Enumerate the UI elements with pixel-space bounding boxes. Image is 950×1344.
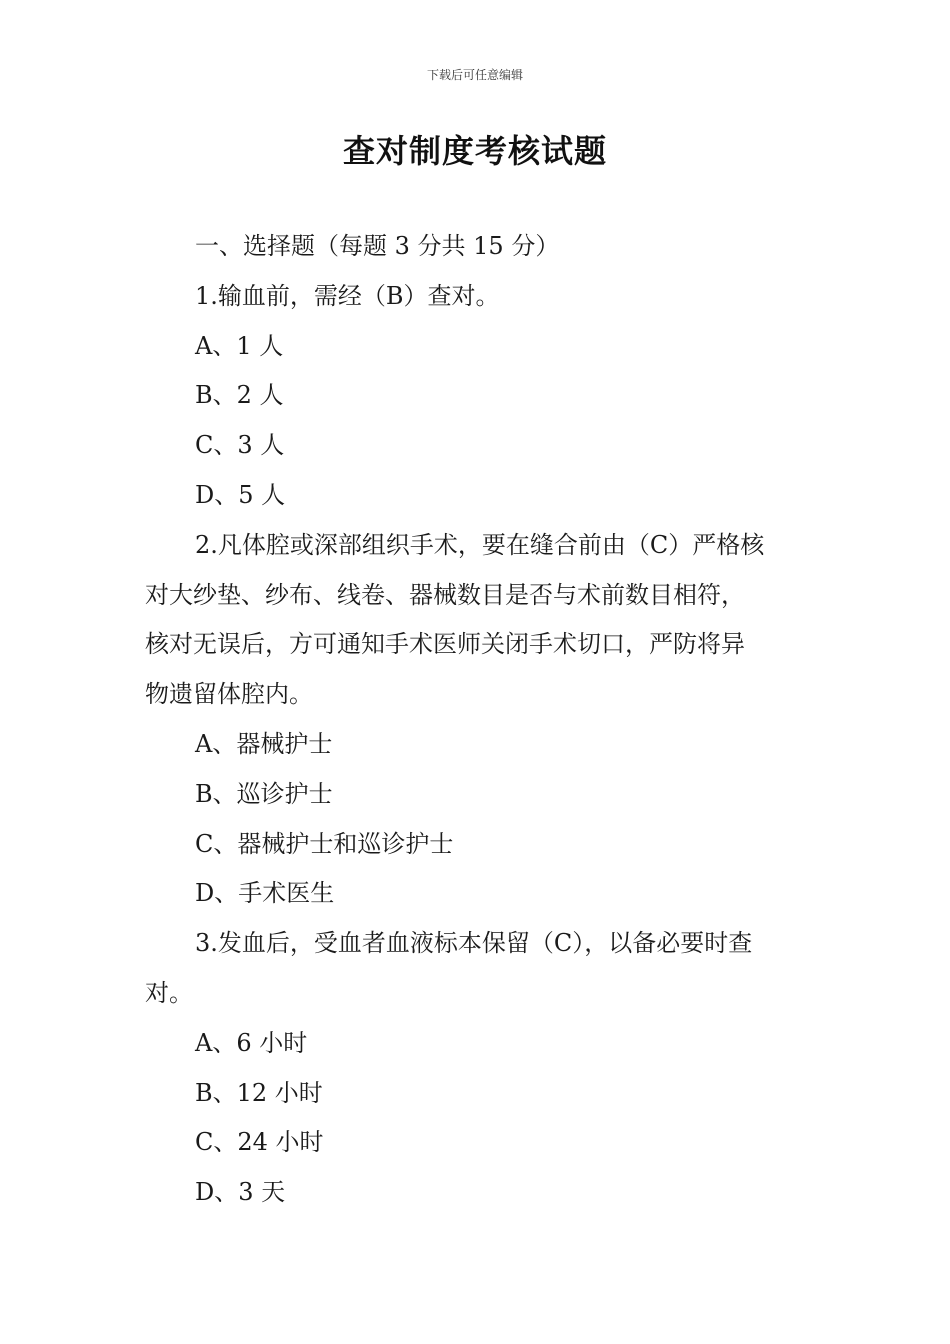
question-2-stem-line-1: 2.凡体腔或深部组织手术，要在缝合前由（C）严格核 (195, 530, 765, 559)
question-1-option-d: D、5 人 (195, 480, 286, 509)
question-3-stem-line-1: 3.发血后，受血者血液标本保留（C），以备必要时查 (195, 929, 753, 958)
header-note: 下载后可任意编辑 (426, 68, 523, 82)
question-1-option-c: C、3 人 (195, 431, 285, 460)
question-3-option-a: A、6 小时 (195, 1028, 308, 1057)
section-heading: 一、选择题（每题 3 分共 15 分） (195, 232, 560, 260)
question-3-stem-line-2: 对。 (145, 978, 193, 1007)
question-2-stem-line-3: 核对无误后，方可通知手术医师关闭手术切口，严防将异 (145, 630, 745, 659)
question-2-stem-line-4: 物遗留体腔内。 (145, 680, 313, 709)
question-3-option-b: B、12 小时 (195, 1078, 323, 1107)
question-1-stem: 1.输血前，需经（B）查对。 (195, 281, 500, 310)
question-3-option-c: C、24 小时 (195, 1128, 324, 1157)
question-2-option-a: A、器械护士 (195, 729, 333, 758)
document-title: 查对制度考核试题 (342, 132, 607, 170)
question-2-option-d: D、手术医生 (195, 879, 335, 908)
question-3-option-d: D、3 天 (195, 1178, 286, 1207)
document-body (145, 222, 810, 1218)
question-2-option-b: B、巡诊护士 (195, 779, 333, 808)
question-1-option-a: A、1 人 (195, 331, 284, 360)
question-2-option-c: C、器械护士和巡诊护士 (195, 829, 454, 858)
question-2-stem-line-2: 对大纱垫、纱布、线卷、器械数目是否与术前数目相符， (145, 580, 745, 609)
question-1-option-b: B、2 人 (195, 381, 284, 410)
